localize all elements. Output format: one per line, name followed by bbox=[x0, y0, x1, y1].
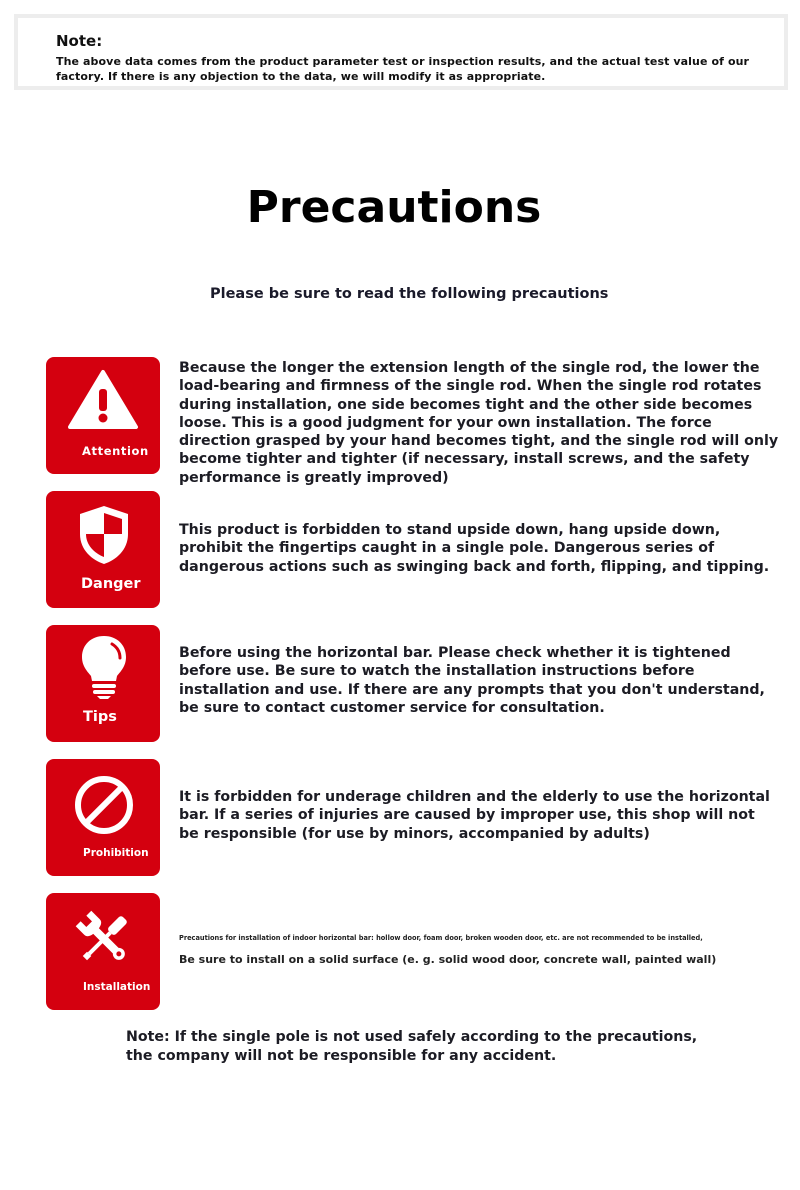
precaution-item-tips bbox=[46, 625, 776, 743]
installation-badge bbox=[46, 893, 160, 1010]
precaution-item-attention bbox=[46, 357, 779, 486]
attention-badge bbox=[46, 357, 160, 474]
tools-icon bbox=[73, 908, 135, 970]
precaution-text: This product is forbidden to stand upside down, hang upside down, prohibit the fingertips caught in a single pole. Dangerous series of dangerous actions such as swinging back and forth, flipping, and tipping. bbox=[179, 522, 770, 575]
precaution-text-small: Precautions for installation of indoor horizontal bar: hollow door, foam door, broken wooden door, etc. are not recommended to be installed, bbox=[179, 934, 703, 942]
warning-triangle-icon bbox=[67, 369, 139, 431]
precaution-item-danger bbox=[46, 491, 776, 609]
badge-label: Attention bbox=[82, 444, 149, 458]
precaution-item-prohibition bbox=[46, 759, 776, 877]
tips-badge bbox=[46, 625, 160, 742]
page-title: Precautions bbox=[246, 182, 542, 233]
page-subtitle: Please be sure to read the following precautions bbox=[210, 286, 609, 302]
badge-label: Prohibition bbox=[83, 847, 149, 859]
badge-label: Tips bbox=[83, 709, 117, 725]
precaution-text: Because the longer the extension length of the single rod, the lower the load-bearing and firmness of the single rod. When the single rod rotates during installation, one side becomes tight and the other side becomes loose. This is a good judgment for your own installation. The force direction grasped by your hand becomes tight, and the single rod will only become tighter and tighter (if necessary, install screws, and the safety performance is greatly improved) bbox=[179, 360, 779, 486]
lightbulb-icon bbox=[79, 634, 129, 700]
shield-icon bbox=[76, 504, 132, 566]
prohibition-badge bbox=[46, 759, 160, 876]
badge-label: Installation bbox=[83, 981, 151, 993]
precaution-text: Be sure to install on a solid surface (e. g. solid wood door, concrete wall, painted wall) bbox=[179, 953, 717, 966]
note-title: Note: bbox=[56, 32, 103, 50]
prohibition-icon bbox=[73, 774, 135, 836]
note-box bbox=[14, 14, 788, 90]
precaution-text: Before using the horizontal bar. Please check whether it is tightened before use. Be sure to watch the installation instructions before installation and use. If there are any prompts that you don't understand, be sure to contact customer service for consultation. bbox=[179, 645, 765, 716]
final-note: Note: If the single pole is not used safely according to the precautions, the company will not be responsible for any accident. bbox=[126, 1029, 698, 1064]
note-body: The above data comes from the product parameter test or inspection results, and the actual test value of our factory. If there is any objection to the data, we will modify it as appropriate. bbox=[56, 55, 750, 83]
danger-badge bbox=[46, 491, 160, 608]
precaution-text: It is forbidden for underage children and the elderly to use the horizontal bar. If a series of injuries are caused by improper use, this shop will not be responsible (for use by minors, accompanied by adults) bbox=[179, 789, 770, 842]
badge-label: Danger bbox=[81, 576, 141, 592]
precaution-item-installation bbox=[46, 893, 776, 1011]
